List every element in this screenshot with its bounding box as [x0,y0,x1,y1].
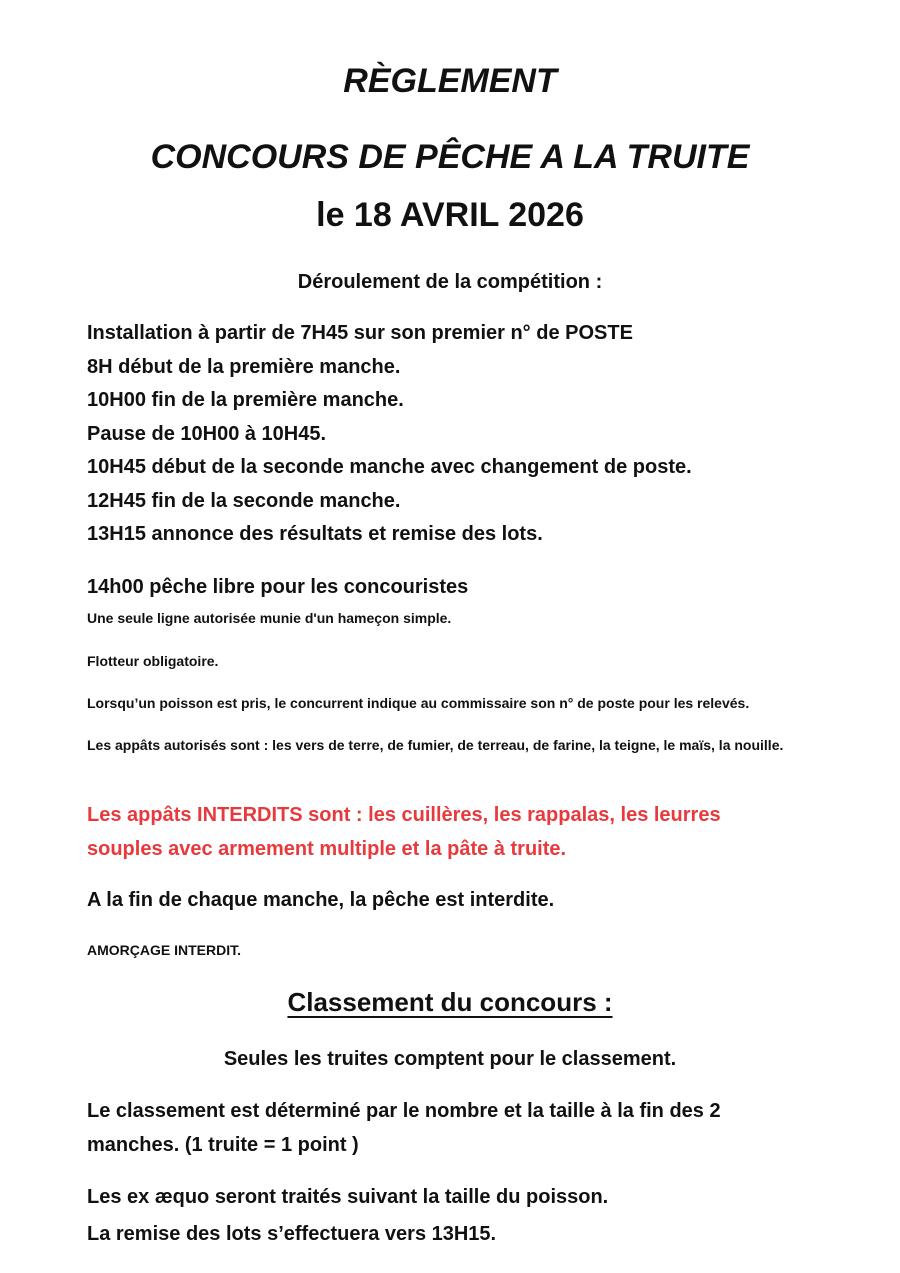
rule-catch: Lorsqu’un poisson est pris, le concurrent indique au commissaire son n° de poste pour les relevés. [87,695,750,711]
free-fishing-line: 14h00 pêche libre pour les concouristes [87,576,469,598]
ranking-method: Le classement est déterminé par le nombre et la taille à la fin des 2 manches. (1 truite = 1 point ) [87,1100,721,1156]
rule-baits-allowed: Les appâts autorisés sont : les vers de terre, de fumier, de terreau, de farine, la teigne, le maïs, la nouille. [87,737,784,753]
schedule-line: 12H45 fin de la seconde manche. [87,489,401,512]
page-title: RÈGLEMENT [343,62,557,100]
rule-baits-forbidden: Les appâts INTERDITS sont : les cuillères, les rappalas, les leurres souples avec armement multiple et la pâte à truite. [87,804,721,860]
schedule-line: Installation à partir de 7H45 sur son premier n° de POSTE [87,322,633,344]
rule-float: Flotteur obligatoire. [87,653,219,669]
rule-baiting: AMORÇAGE INTERDIT. [87,942,241,958]
ranking-heading: Classement du concours : [287,987,613,1017]
schedule-line: 8H début de la première manche. [87,355,401,378]
page-subtitle: CONCOURS DE PÊCHE A LA TRUITE [150,138,750,176]
ranking-prizes: La remise des lots s’effectuera vers 13H15. [87,1223,497,1245]
schedule-line: Pause de 10H00 à 10H45. [87,422,327,445]
schedule-line: 13H15 annonce des résultats et remise des lots. [87,523,543,545]
ranking-ties: Les ex æquo seront traités suivant la taille du poisson. [87,1186,609,1208]
schedule-heading: Déroulement de la compétition : [297,271,603,293]
schedule-list [87,317,692,552]
ranking-trout-only: Seules les truites comptent pour le classement. [223,1048,677,1070]
rule-line: Une seule ligne autorisée munie d'un hameçon simple. [87,610,452,626]
event-date: le 18 AVRIL 2026 [316,196,584,234]
schedule-line: 10H45 début de la seconde manche avec changement de poste. [87,456,692,478]
schedule-line: 10H00 fin de la première manche. [87,389,404,411]
rule-end-of-round: A la fin de chaque manche, la pêche est interdite. [87,889,555,911]
